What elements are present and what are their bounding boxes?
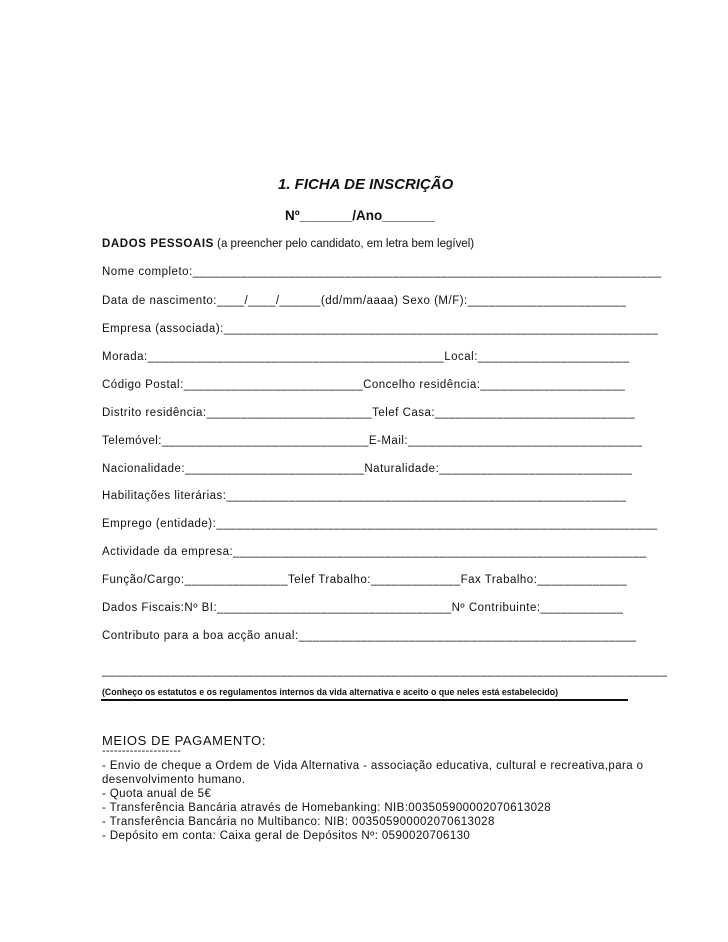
- payment-line-deposit: - Depósito em conta: Caixa geral de Depósitos Nº: 0590020706130: [102, 830, 471, 842]
- payment-line-cheque-cont: desenvolvimento humano.: [102, 774, 246, 786]
- field-full-name: Nome completo:____________________________________________________________________: [102, 266, 662, 278]
- field-postal-code-municipality: Código Postal:__________________________Concelho residência:_____________________: [102, 379, 626, 391]
- field-birth-date-sex: Data de nascimento:____/____/______(dd/mm/aaaa) Sexo (M/F):_______________________: [102, 295, 627, 307]
- payment-dashes: --------------------: [102, 745, 182, 757]
- declaration-text: (Conheço os estatutos e os regulamentos internos da vida alternativa e aceito o que neles está estabelecido): [102, 687, 559, 697]
- field-employer: Emprego (entidade):________________________________________________________________: [102, 518, 658, 530]
- field-district-home-phone: Distrito residência:________________________Telef Casa:_____________________________: [102, 407, 636, 419]
- payment-line-annual-fee: - Quota anual de 5€: [102, 788, 212, 800]
- section-heading-label: DADOS PESSOAIS: [102, 238, 214, 250]
- field-role-work-phone-fax: Função/Cargo:_______________Telef Trabalho:_____________Fax Trabalho:_____________: [102, 574, 628, 586]
- payment-methods-title: MEIOS DE PAGAMENTO:: [102, 733, 267, 748]
- field-annual-contribution: Contributo para a boa acção anual:_________________________________________________: [102, 630, 637, 642]
- field-address-locality: Morada:___________________________________________Local:______________________: [102, 351, 630, 363]
- form-title: 1. FICHA DE INSCRIÇÃO: [278, 176, 454, 193]
- field-company-activity: Actividade da empresa:____________________________________________________________: [102, 546, 647, 558]
- field-tax-id: Dados Fiscais:Nº BI:__________________________________Nº Contribuinte:____________: [102, 602, 624, 614]
- payment-line-cheque: - Envio de cheque a Ordem de Vida Alternativa - associação educativa, cultural e recreativa,para o: [102, 760, 644, 772]
- divider-rule: [101, 699, 628, 701]
- section-heading-personal-data: [102, 238, 474, 250]
- blank-line: __________________________________________________________________________________: [102, 665, 668, 677]
- field-company: Empresa (associada):_______________________________________________________________: [102, 323, 659, 335]
- payment-line-multibanco: - Transferência Bancária no Multibanco: NIB: 003505900002070613028: [102, 816, 495, 828]
- field-education: Habilitações literárias:__________________________________________________________: [102, 490, 627, 502]
- section-heading-note: (a preencher pelo candidato, em letra bem legível): [213, 238, 475, 250]
- field-mobile-email: Telemóvel:______________________________E-Mail:__________________________________: [102, 435, 643, 447]
- field-nationality-birthplace: Nacionalidade:__________________________Naturalidade:____________________________: [102, 463, 633, 475]
- form-number-year: Nº_______/Ano_______: [285, 208, 435, 223]
- payment-line-homebanking: - Transferência Bancária através de Homebanking: NIB:003505900002070613028: [102, 802, 551, 814]
